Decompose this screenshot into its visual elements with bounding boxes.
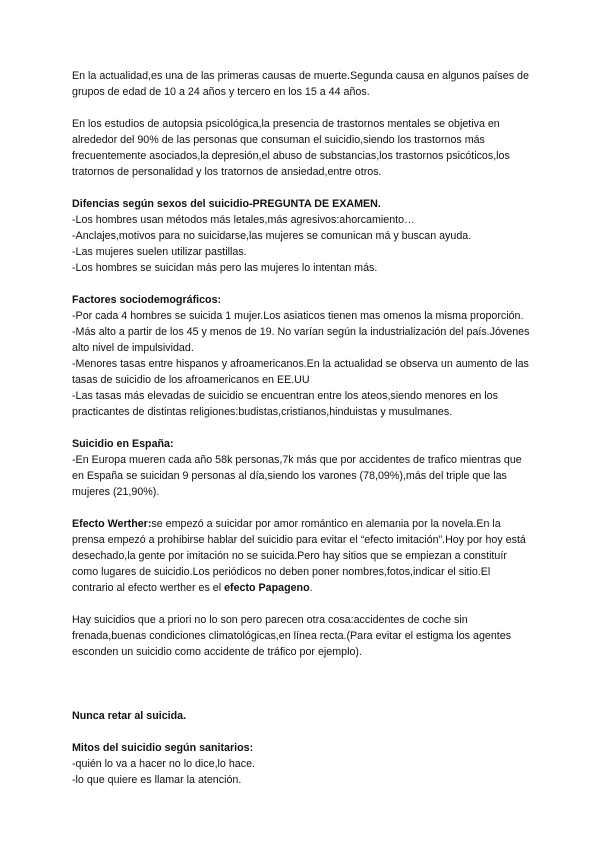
list-item: -Menores tasas entre hispanos y afroamericanos.En la actualidad se observa un aumento de las tasas de suicidio de los afroamericanos en EE.UU (72, 358, 529, 386)
werther-end: . (309, 582, 313, 594)
sex-differences-heading: Difencias según sexos del suicidio-PREGUNTA DE EXAMEN. (72, 198, 381, 210)
list-item: -Las tasas más elevadas de suicidio se encuentran entre los ateos,siendo menores en los practicantes de distintas religiones:budistas,cristianos,hinduistas y musulmanes. (72, 390, 498, 418)
never-challenge-heading: Nunca retar al suicida. (72, 710, 187, 722)
sociodemographic-heading: Factores sociodemográficos: (72, 294, 222, 306)
werther-text: se empezó a suicidar por amor romántico en alemania por la novela.En la prensa empezó a prohibirse hablar del suicidio para evitar el “efecto imitación”.Hoy por hoy está desechado,la gente por imitación no se suicida.Pero hay sitios que se empiezan a constituír como lugares de suicidio.Los periódicos no deben poner nombres,fotos,indicar el sitio.El contrario al efecto werther es el (72, 518, 526, 594)
spain-section (72, 436, 532, 500)
list-item: -Los hombres se suicidan más pero las mujeres lo intentan más. (72, 262, 378, 274)
papageno-term: efecto Papageno (224, 582, 310, 594)
list-item: -lo que quiere es llamar la atención. (72, 774, 242, 786)
list-item: -Más alto a partir de los 45 y menos de 19. No varían según la industrialización del país.Jóvenes alto nivel de impulsividad. (72, 326, 530, 354)
sex-differences-section (72, 196, 532, 276)
hidden-suicides-paragraph: Hay suicidios que a priori no lo son pero parecen otra cosa:accidentes de coche sin frenada,buenas condiciones climatológicas,en línea recta.(Para evitar el estigma los agentes esconden un suicidio como accidente de tráfico por ejemplo). (72, 614, 512, 658)
list-item: -Por cada 4 hombres se suicida 1 mujer.Los asiaticos tienen mas omenos la misma proporción. (72, 310, 524, 322)
list-item: -Las mujeres suelen utilizar pastillas. (72, 246, 247, 258)
list-item: -quién lo va a hacer no lo dice,lo hace. (72, 758, 255, 770)
sociodemographic-section (72, 292, 532, 420)
intro-paragraph-1: En la actualidad,es una de las primeras causas de muerte.Segunda causa en algunos países de grupos de edad de 10 a 24 años y tercero en los 15 a 44 años. (72, 70, 529, 98)
list-item: -Anclajes,motivos para no suicidarse,las mujeres se comunican má y buscan ayuda. (72, 230, 472, 242)
myths-heading: Mitos del suicidio según sanitarios: (72, 742, 254, 754)
werther-paragraph (72, 516, 532, 596)
intro-paragraph-2: En los estudios de autopsia psicológica,la presencia de trastornos mentales se objetiva en alrededor del 90% de las personas que consuman el suicidio,siendo los trastornos más frecuentemente asociados,la depresión,el abuso de substancias,los trastornos psicóticos,los tratornos de personalidad y los tratornos de ansiedad,entre otros. (72, 118, 510, 178)
spain-paragraph: -En Europa mueren cada año 58k personas,7k más que por accidentes de trafico mientras que en España se suicidan 9 personas al día,siendo los varones (78,09%),más del triple que las mujeres (21,90%). (72, 454, 522, 498)
document-page (72, 68, 532, 788)
spain-heading: Suicidio en España: (72, 438, 174, 450)
werther-label: Efecto Werther: (72, 518, 152, 530)
list-item: -Los hombres usan métodos más letales,más agresivos:ahorcamiento… (72, 214, 415, 226)
myths-section (72, 740, 532, 788)
